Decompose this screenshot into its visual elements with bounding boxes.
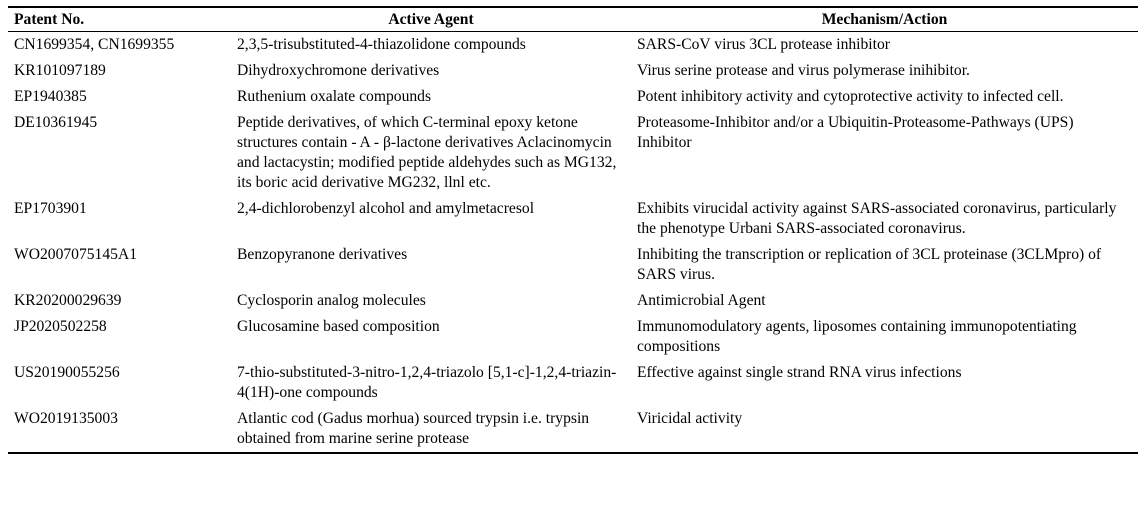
table-row [8, 242, 1138, 288]
cell-active-agent: Peptide derivatives, of which C-terminal epoxy ketone structures contain - A - β-lactone derivatives Aclacinomycin and lactacystin; modified peptide aldehydes such as MG132, its boric acid derivative MG232, llnl etc. [237, 114, 617, 191]
table-row [8, 314, 1138, 360]
header-patent-no: Patent No. [14, 11, 85, 28]
cell-active-agent: Atlantic cod (Gadus morhua) sourced trypsin i.e. trypsin obtained from marine serine protease [237, 410, 590, 447]
patent-table-container [8, 6, 1138, 454]
cell-mechanism: Virus serine protease and virus polymerase inihibitor. [637, 62, 970, 79]
cell-mechanism: SARS-CoV virus 3CL protease inhibitor [637, 36, 890, 53]
table-row [8, 406, 1138, 453]
cell-mechanism: Antimicrobial Agent [637, 292, 766, 309]
cell-active-agent: Dihydroxychromone derivatives [237, 62, 440, 79]
cell-patent-no: KR20200029639 [14, 292, 122, 309]
header-active-agent: Active Agent [388, 11, 474, 28]
cell-active-agent: Cyclosporin analog molecules [237, 292, 426, 309]
cell-active-agent: Benzopyranone derivatives [237, 246, 408, 263]
table-row [8, 360, 1138, 406]
header-mechanism-action: Mechanism/Action [821, 11, 948, 28]
cell-mechanism: Exhibits virucidal activity against SARS-associated coronavirus, particularly the phenotype Urbani SARS-associated coronavirus. [637, 200, 1117, 237]
table-row [8, 84, 1138, 110]
header-row [8, 7, 1138, 32]
cell-patent-no: EP1703901 [14, 200, 87, 217]
table-row [8, 58, 1138, 84]
cell-patent-no: DE10361945 [14, 114, 98, 131]
cell-patent-no: WO2007075145A1 [14, 246, 138, 263]
cell-active-agent: 2,4-dichlorobenzyl alcohol and amylmetacresol [237, 200, 535, 217]
cell-patent-no: WO2019135003 [14, 410, 118, 427]
cell-patent-no: KR101097189 [14, 62, 106, 79]
cell-patent-no: JP2020502258 [14, 318, 107, 335]
cell-mechanism: Effective against single strand RNA virus infections [637, 364, 962, 381]
table-row [8, 32, 1138, 59]
cell-patent-no: US20190055256 [14, 364, 120, 381]
cell-mechanism: Proteasome-Inhibitor and/or a Ubiquitin-Proteasome-Pathways (UPS) Inhibitor [637, 114, 1074, 151]
table-header [8, 7, 1138, 32]
table-body [8, 32, 1138, 454]
cell-active-agent: 7-thio-substituted-3-nitro-1,2,4-triazolo [5,1-c]-1,2,4-triazin-4(1H)-one compounds [237, 364, 617, 401]
cell-active-agent: Ruthenium oxalate compounds [237, 88, 432, 105]
cell-mechanism: Potent inhibitory activity and cytoprotective activity to infected cell. [637, 88, 1064, 105]
cell-active-agent: Glucosamine based composition [237, 318, 440, 335]
cell-mechanism: Inhibiting the transcription or replication of 3CL proteinase (3CLMpro) of SARS virus. [637, 246, 1102, 283]
cell-mechanism: Viricidal activity [637, 410, 743, 427]
table-row [8, 288, 1138, 314]
cell-mechanism: Immunomodulatory agents, liposomes containing immunopotentiating compositions [637, 318, 1077, 355]
patent-table [8, 6, 1138, 454]
table-row [8, 196, 1138, 242]
table-row [8, 110, 1138, 196]
cell-active-agent: 2,3,5-trisubstituted-4-thiazolidone compounds [237, 36, 526, 53]
cell-patent-no: EP1940385 [14, 88, 87, 105]
cell-patent-no: CN1699354, CN1699355 [14, 36, 175, 53]
